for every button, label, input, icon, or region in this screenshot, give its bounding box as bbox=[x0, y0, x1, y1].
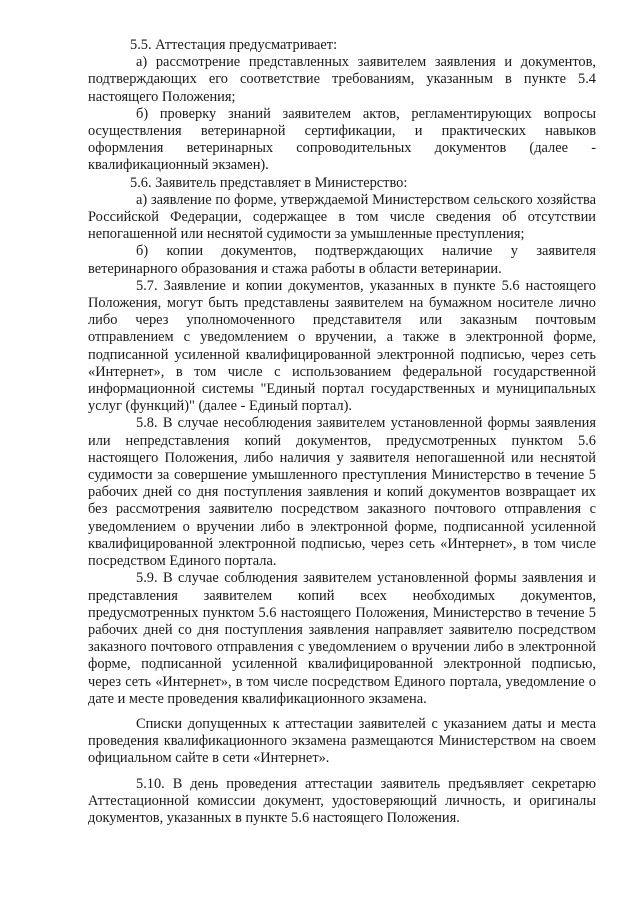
document-page bbox=[88, 37, 596, 827]
paragraph-5-7: 5.7. Заявление и копии документов, указанных в пункте 5.6 настоящего Положения, могут быть представлены заявителем на бумажном носителе лично либо через уполномоченного представителя или заказным почтовым отправлением с уведомлением о вручении, а также в электронной форме, подписанной усиленной квалифицированной электронной подписью, через сеть «Интернет», в том числе с использованием федеральной государственной информационной системы "Единый портал государственных и муниципальных услуг (функций)" (далее - Единый портал). bbox=[88, 277, 596, 415]
paragraph-5-6-a: а) заявление по форме, утверждаемой Министерством сельского хозяйства Российской Федерации, содержащее в том числе сведения об отсутствии непогашенной или неснятой судимости за умышленные преступления; bbox=[88, 191, 596, 243]
paragraph-lists: Списки допущенных к аттестации заявителей с указанием даты и места проведения квалификационного экзамена размещаются Министерством на своем официальном сайте в сети «Интернет». bbox=[88, 715, 596, 767]
paragraph-5-5-b: б) проверку знаний заявителем актов, регламентирующих вопросы осуществления ветеринарной сертификации, и практических навыков оформления ветеринарных сопроводительных документов (далее - квалификационный экзамен). bbox=[88, 105, 596, 174]
paragraph-5-8: 5.8. В случае несоблюдения заявителем установленной формы заявления или непредставления копий документов, предусмотренных пунктом 5.6 настоящего Положения, либо наличия у заявителя непогашенной или неснятой судимости за совершение умышленного преступления Министерство в течение 5 рабочих дней со дня поступления заявления и копий документов возвращает их без рассмотрения заявителю посредством заказного почтового отправления с уведомлением о вручении либо в электронной форме, подписанной усиленной квалифицированной электронной подписью, через сеть «Интернет», в том числе посредством Единого портала. bbox=[88, 415, 596, 570]
paragraph-5-6: 5.6. Заявитель представляет в Министерство: bbox=[130, 174, 408, 191]
paragraph-5-6-b: б) копии документов, подтверждающих наличие у заявителя ветеринарного образования и стажа работы в области ветеринарии. bbox=[88, 243, 596, 277]
paragraph-5-5-a: а) рассмотрение представленных заявителем заявления и документов, подтверждающих его соответствие требованиям, указанным в пункте 5.4 настоящего Положения; bbox=[88, 54, 596, 105]
paragraph-5-10: 5.10. В день проведения аттестации заявитель предъявляет секретарю Аттестационной комиссии документ, удостоверяющий личность, и оригиналы документов, указанных в пункте 5.6 настоящего Положения. bbox=[88, 775, 596, 826]
paragraph-5-5: 5.5. Аттестация предусматривает: bbox=[130, 37, 338, 53]
paragraph-5-9: 5.9. В случае соблюдения заявителем установленной формы заявления и представления заявителем копий всех необходимых документов, предусмотренных пунктом 5.6 настоящего Положения, Министерство в течение 5 рабочих дней со дня поступления заявления направляет заявителю посредством заказного почтового отправления с уведомлением о вручении либо в электронной форме, подписанной усиленной квалифицированной электронной подписью, через сеть «Интернет», в том числе посредством Единого портала, уведомление о дате и месте проведения квалификационного экзамена. bbox=[88, 570, 596, 707]
